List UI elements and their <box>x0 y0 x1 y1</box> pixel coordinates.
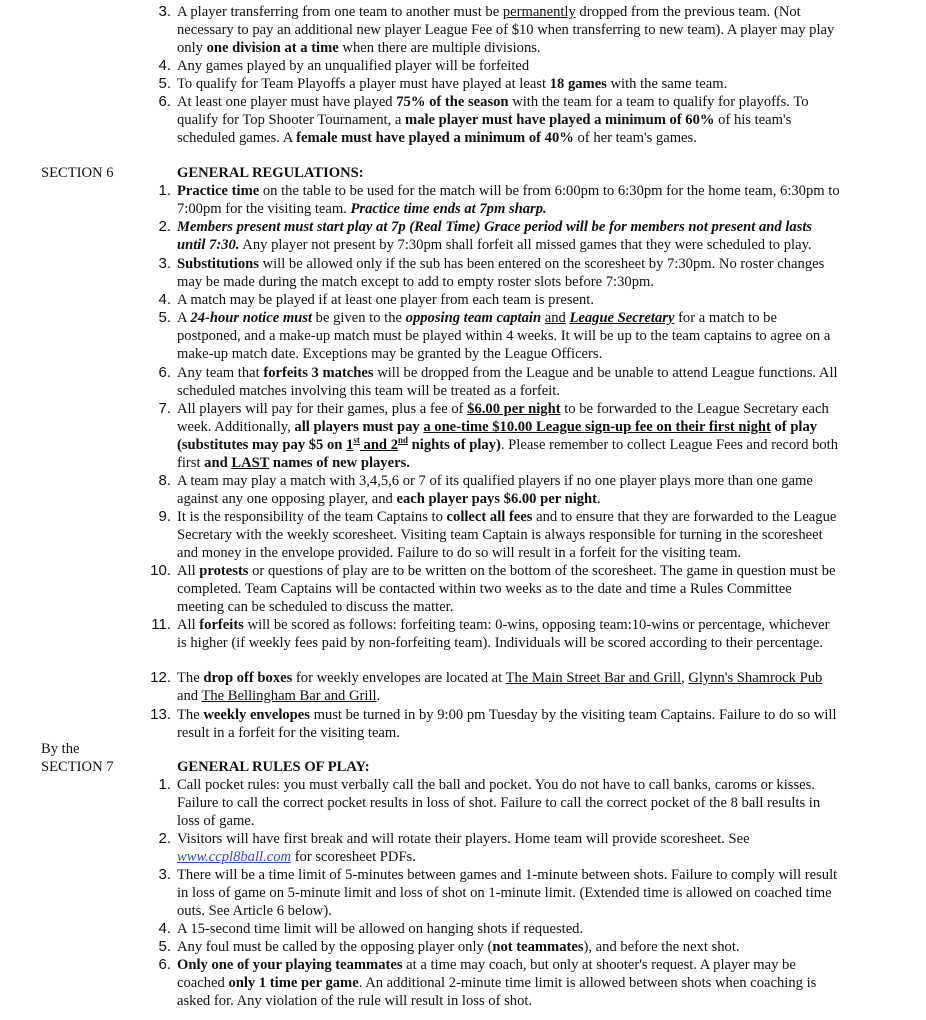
list-item <box>158 776 842 830</box>
item-number: 4. <box>158 920 171 937</box>
list-item <box>158 920 842 938</box>
text-segment: LAST <box>231 455 270 471</box>
text-segment: ), and before the next shot. <box>583 939 740 955</box>
item-number: 12. <box>150 669 171 686</box>
text-segment: League Secretary <box>569 310 675 326</box>
item-number: 6. <box>158 956 171 973</box>
text-segment: To qualify for Team Playoffs a player must have played at least <box>177 76 550 92</box>
item-number: 2. <box>158 830 171 847</box>
item-text <box>177 509 836 561</box>
item-number: 11. <box>151 616 171 633</box>
text-segment: forfeits <box>199 617 244 633</box>
section-6-heading: GENERAL REGULATIONS: <box>177 165 364 181</box>
text-segment: A match may be played if at least one player from each team is present. <box>177 292 594 308</box>
list-item <box>158 866 842 920</box>
list-item <box>150 669 842 705</box>
text-segment: Call pocket rules: you must verbally call the ball and pocket. You do not have to call banks, caroms or kisses. Failure to call the correct pocket results in loss of shot. Failure to call the correct pocket of the 8 ball results in loss of game. <box>177 777 821 829</box>
item-text <box>177 256 824 290</box>
text-segment: and to ensure that they are forwarded to the League Secretary with the weekly scoresheet. Visiting team Captain is always responsible for turning in the scoresheet and money in the envelope provided. Failure to do so will result in a forfeit for the visiting team. <box>177 509 837 561</box>
text-segment: will be scored as follows: forfeiting team: 0-wins, opposing team:10-wins or percentage, whichever is higher (if weekly fees paid by non-forfeiting team). Individuals will be scored according to their percentage. <box>177 617 830 651</box>
text-segment: with the team for a team to qualify for playoffs. To qualify for Top Shooter Tournament, a <box>177 94 809 128</box>
item-text <box>177 617 830 651</box>
text-segment: and <box>204 455 232 471</box>
text-segment: A player transferring from one team to another must be <box>177 4 503 20</box>
text-segment: All <box>177 617 200 633</box>
text-segment: nd <box>398 435 409 446</box>
item-text <box>177 921 583 937</box>
list-item <box>158 400 842 472</box>
text-segment: All players will pay for their games, plus a fee of <box>177 401 468 417</box>
text-segment: a one-time $10.00 League sign-up fee on their first night <box>423 419 771 435</box>
text-segment: and <box>544 310 566 326</box>
text-segment: forfeits 3 matches <box>263 365 374 381</box>
text-segment: Glynn's Shamrock Pub <box>688 670 823 686</box>
section-7-label-prefix: By the <box>41 741 80 757</box>
text-segment: one division at a time <box>206 40 339 56</box>
item-number: 6. <box>158 364 171 381</box>
text-segment: with the same team. <box>606 76 728 92</box>
section-6-label: SECTION 6 <box>41 165 114 181</box>
section-7-label: SECTION 7 <box>41 759 114 775</box>
text-segment: to be forwarded to the League Secretary each week. Additionally, <box>177 401 829 435</box>
text-segment: only 1 time per game <box>228 975 359 991</box>
item-text <box>177 219 812 253</box>
text-segment: for scoresheet PDFs. <box>291 849 416 865</box>
item-text <box>177 4 834 56</box>
text-segment: . An additional 2-minute time limit is allowed between shots when coaching is asked for. Any violation of the rule will result in loss of shot. <box>177 975 817 1009</box>
item-number: 5. <box>158 938 171 955</box>
text-segment: A <box>177 310 191 326</box>
text-segment: names of new players. <box>269 455 410 471</box>
text-segment: male player must have played a minimum of 60% <box>405 112 715 128</box>
list-item <box>158 956 842 1010</box>
item-number: 6. <box>158 93 171 110</box>
item-text <box>177 94 809 146</box>
text-segment: 24-hour notice must <box>190 310 313 326</box>
text-segment: . Please remember to collect League Fees and record both first <box>177 437 839 471</box>
text-segment: st <box>353 435 360 446</box>
text-segment: collect all fees <box>446 509 533 525</box>
list-item <box>158 182 842 218</box>
text-segment: There will be a time limit of 5-minutes between games and 1-minute between shots. Failure to comply will result in loss of game on 5-minute limit and loss of shot on 1-minute limit. (Extended time is allowed on coached time outs. See Article 6 below). <box>177 867 838 919</box>
text-segment: female must have played a minimum of 40% <box>296 130 574 146</box>
text-segment: on the table to be used for the match will be from 6:00pm to 6:30pm for the home team, 6:30pm to 7:00pm for the visiting team. <box>177 183 840 217</box>
text-segment: At least one player must have played <box>177 94 397 110</box>
item-number: 3. <box>158 3 171 20</box>
text-segment: will be dropped from the League and be unable to attend League functions. All scheduled matches involving this team will be treated as a forfeit. <box>177 365 838 399</box>
text-segment: Any foul must be called by the opposing player only ( <box>177 939 493 955</box>
item-number: 4. <box>158 57 171 74</box>
text-segment: for a match to be postponed, and a make-up match must be played within 4 weeks. It will be up to the team captains to agree on a make-up match date. Exceptions may be granted by the League Officers. <box>177 310 831 362</box>
text-segment: dropped from the previous team. (Not necessary to pay an additional new player League Fee of $10 when transferring to new team). A player may play only <box>177 4 835 56</box>
text-segment: Any games played by an unqualified player will be forfeited <box>177 58 530 74</box>
text-segment: 75% of the season <box>396 94 509 110</box>
text-segment: of his team's scheduled games. A <box>177 112 792 146</box>
item-text <box>177 707 837 741</box>
website-link[interactable]: www.ccpl8ball.com <box>177 849 292 865</box>
text-segment: Any team that <box>177 365 264 381</box>
item-text <box>177 563 835 615</box>
item-text <box>177 183 840 217</box>
item-number: 1. <box>158 182 171 199</box>
list-item <box>158 93 842 147</box>
item-text <box>177 831 750 865</box>
item-number: 3. <box>158 866 171 883</box>
list-item <box>158 57 842 75</box>
text-segment: Substitutions <box>177 256 259 272</box>
list-item <box>158 472 842 508</box>
item-text <box>177 76 727 92</box>
text-segment: , <box>681 670 689 686</box>
item-text <box>177 58 529 74</box>
text-segment: Only one of your playing teammates <box>177 957 403 973</box>
list-item <box>158 218 842 254</box>
section-7-heading: GENERAL RULES OF PLAY: <box>177 759 370 775</box>
list-item <box>158 508 842 562</box>
text-segment: and 2 <box>359 437 398 453</box>
item-text <box>177 310 830 362</box>
text-segment: opposing team captain <box>405 310 542 326</box>
text-segment: The Main Street Bar and Grill <box>505 670 682 686</box>
text-segment: The Bellingham Bar and Grill <box>201 688 377 704</box>
text-segment: 1 <box>346 437 354 453</box>
item-number: 9. <box>158 508 171 525</box>
list-item <box>151 616 842 652</box>
text-segment: for weekly envelopes are located at <box>292 670 506 686</box>
text-segment: . <box>597 491 601 507</box>
text-segment: $6.00 per night <box>467 401 561 417</box>
list-item <box>158 3 842 57</box>
item-text <box>177 365 838 399</box>
list-item <box>158 75 842 93</box>
text-segment: All <box>177 563 200 579</box>
item-text <box>177 670 822 704</box>
text-segment: of play (substitutes may pay $5 on <box>177 419 818 453</box>
text-segment: The <box>177 707 204 723</box>
text-segment: and <box>177 688 202 704</box>
text-segment: It is the responsibility of the team Captains to <box>177 509 447 525</box>
text-segment: will be allowed only if the sub has been entered on the scoresheet by 7:30pm. No roster changes may be made during the match except to add to empty roster slots before 7:30pm. <box>177 256 825 290</box>
list-item <box>158 255 842 291</box>
item-text <box>177 939 740 955</box>
text-segment: must be turned in by 9:00 pm Tuesday by the visiting team Captains. Failure to do so will result in a forfeit for the visiting team. <box>177 707 837 741</box>
list-item <box>158 938 842 956</box>
text-segment: not teammates <box>492 939 584 955</box>
item-number: 8. <box>158 472 171 489</box>
text-segment: Visitors will have first break and will rotate their players. Home team will provide scoresheet. See <box>177 831 750 847</box>
item-number: 5. <box>158 309 171 326</box>
text-segment: The <box>177 670 204 686</box>
text-segment: nights of play) <box>408 437 501 453</box>
text-segment: all players must pay <box>294 419 424 435</box>
text-segment: at a time may coach, but only at shooter's request. A player may be coached <box>177 957 796 991</box>
list-item <box>150 706 842 742</box>
list-item <box>158 291 842 309</box>
item-number: 3. <box>158 255 171 272</box>
text-segment: Members present must start play at 7p (Real Time) Grace period will be for members not present and lasts until 7:30. <box>177 219 813 253</box>
item-text <box>177 777 820 829</box>
list-item <box>158 830 842 866</box>
item-text <box>177 473 813 507</box>
text-segment: protests <box>199 563 249 579</box>
item-number: 13. <box>150 706 171 723</box>
item-number: 1. <box>158 776 171 793</box>
text-segment: A 15-second time limit will be allowed on hanging shots if requested. <box>177 921 584 937</box>
item-text <box>177 957 816 1009</box>
list-item <box>158 309 842 363</box>
text-segment: drop off boxes <box>203 670 293 686</box>
item-number: 10. <box>150 562 171 579</box>
list-item <box>150 562 842 616</box>
text-segment: . <box>376 688 381 704</box>
text-segment: 18 games <box>549 76 607 92</box>
text-segment: each player pays $6.00 per night <box>396 491 598 507</box>
text-segment: permanently <box>502 4 576 20</box>
item-number: 4. <box>158 291 171 308</box>
text-segment: weekly envelopes <box>203 707 310 723</box>
list-item <box>158 364 842 400</box>
item-number: 2. <box>158 218 171 235</box>
item-number: 7. <box>158 400 171 417</box>
text-segment: Practice time ends at 7pm sharp. <box>350 201 547 217</box>
text-segment: of her team's games. <box>573 130 697 146</box>
item-text <box>177 867 837 919</box>
item-number: 5. <box>158 75 171 92</box>
text-segment: be given to the <box>312 310 406 326</box>
text-segment: when there are multiple divisions. <box>338 40 541 56</box>
item-text <box>177 292 594 308</box>
text-segment: or questions of play are to be written on the bottom of the scoresheet. The game in question must be completed. Team Captains will be contacted within two weeks as to the date and time a Rules Committee meeting can be scheduled to discuss the matter. <box>177 563 836 615</box>
text-segment: A team may play a match with 3,4,5,6 or 7 of its qualified players if no one player plays more than one game against any one opposing player, and <box>177 473 813 507</box>
text-segment: Practice time <box>177 183 260 199</box>
text-segment: Any player not present by 7:30pm shall forfeit all missed games that they were scheduled to play. <box>239 237 812 253</box>
item-text <box>177 401 838 471</box>
